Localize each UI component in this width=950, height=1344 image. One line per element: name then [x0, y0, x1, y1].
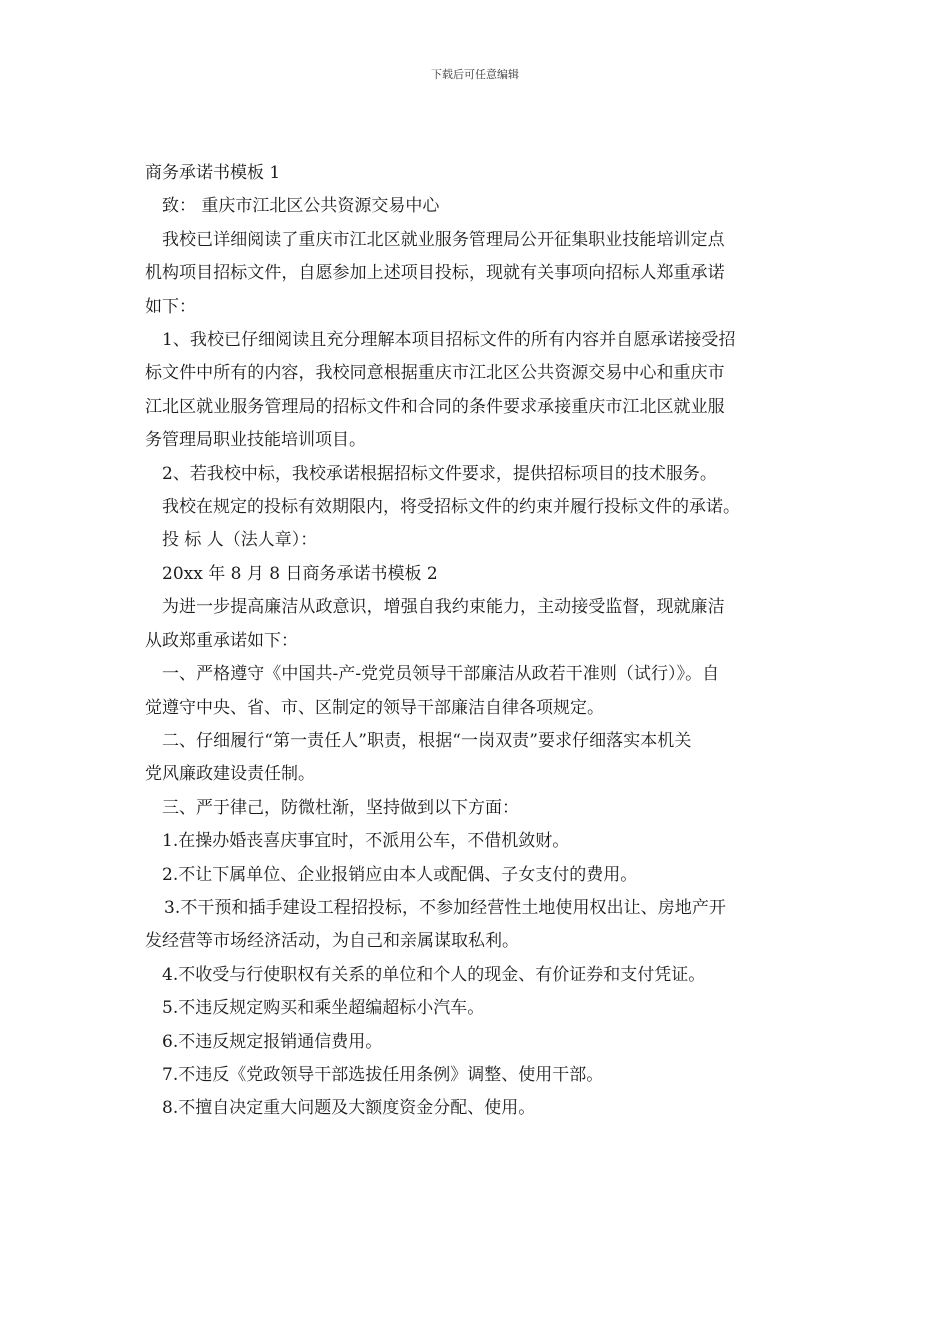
paragraph-line: 机构项目招标文件，自愿参加上述项目投标，现就有关事项向招标人郑重承诺 [145, 263, 725, 284]
section-title-1: 商务承诺书模板 1 [145, 163, 281, 183]
paragraph-line: 一、严格遵守《中国共-产-党党员领导干部廉洁从政若干准则（试行）》。自 [162, 664, 720, 685]
list-item: 6.不违反规定报销通信费用。 [162, 1031, 383, 1052]
list-item: 2.不让下属单位、企业报销应由本人或配偶、子女支付的费用。 [162, 864, 638, 885]
list-item: 1.在操办婚丧喜庆事宜时，不派用公车，不借机敛财。 [162, 831, 570, 852]
date-and-section-title-2: 20xx 年 8 月 8 日商务承诺书模板 2 [162, 563, 438, 584]
paragraph-line: 标文件中所有的内容，我校同意根据重庆市江北区公共资源交易中心和重庆市 [145, 363, 725, 384]
paragraph-line: 三、严于律己，防微杜渐，坚持做到以下方面： [162, 797, 519, 818]
paragraph-line: 觉遵守中央、省、市、区制定的领导干部廉洁自律各项规定。 [145, 697, 604, 718]
paragraph-line: 2、若我校中标，我校承诺根据招标文件要求，提供招标项目的技术服务。 [162, 463, 717, 484]
paragraph-line: 党风廉政建设责任制。 [145, 764, 315, 785]
paragraph-line: 我校已详细阅读了重庆市江北区就业服务管理局公开征集职业技能培训定点 [162, 229, 725, 250]
list-item: 5.不违反规定购买和乘坐超编超标小汽车。 [162, 998, 485, 1019]
paragraph-line: 为进一步提高廉洁从政意识，增强自我约束能力，主动接受监督，现就廉洁 [162, 597, 725, 618]
list-item: 3.不干预和插手建设工程招投标，不参加经营性土地使用权出让、房地产开 [164, 897, 726, 918]
paragraph-line: 1、我校已仔细阅读且充分理解本项目招标文件的所有内容并自愿承诺接受招 [162, 330, 736, 351]
list-item: 8.不擅自决定重大问题及大额度资金分配、使用。 [162, 1098, 536, 1119]
paragraph-line: 江北区就业服务管理局的招标文件和合同的条件要求承接重庆市江北区就业服 [145, 396, 725, 417]
signature-line: 投 标 人（法人章）： [162, 530, 318, 551]
addressee-line: 致： 重庆市江北区公共资源交易中心 [162, 196, 440, 217]
document-body [145, 157, 810, 1126]
paragraph-line: 务管理局职业技能培训项目。 [145, 430, 366, 451]
list-item: 4.不收受与行使职权有关系的单位和个人的现金、有价证券和支付凭证。 [162, 964, 706, 985]
paragraph-line: 我校在规定的投标有效期限内，将受招标文件的约束并履行投标文件的承诺。 [162, 497, 740, 518]
list-item: 7.不违反《党政领导干部选拔任用条例》调整、使用干部。 [162, 1064, 604, 1085]
paragraph-line: 二、仔细履行“第一责任人”职责，根据“一岗双责”要求仔细落实本机关 [162, 730, 692, 751]
page-header: 下载后可任意编辑 [431, 68, 519, 81]
paragraph-line: 从政郑重承诺如下： [145, 630, 298, 651]
list-item-continuation: 发经营等市场经济活动，为自己和亲属谋取私利。 [145, 931, 519, 952]
paragraph-line: 如下： [145, 296, 196, 317]
